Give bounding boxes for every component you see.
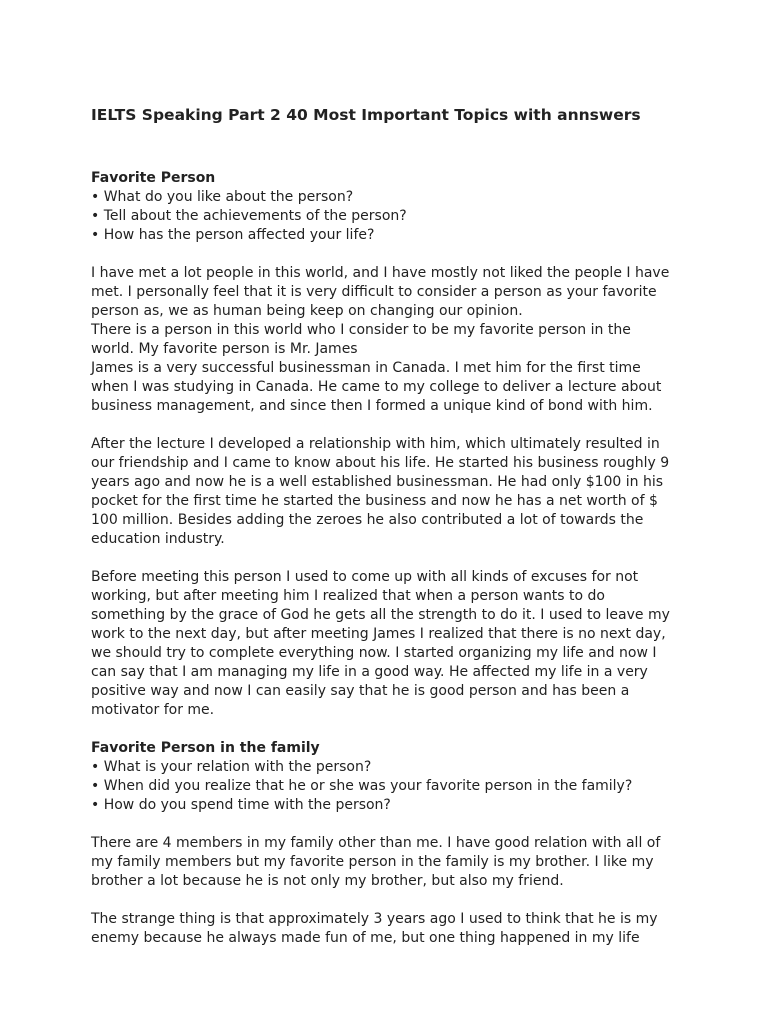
text-line: I have met a lot people in this world, and I have mostly not liked the people I have bbox=[91, 265, 670, 281]
section-heading: Favorite Person in the family bbox=[91, 740, 320, 756]
text-line: James is a very successful businessman in Canada. I met him for the first time bbox=[91, 360, 641, 376]
question-list bbox=[91, 188, 691, 245]
document-title: IELTS Speaking Part 2 40 Most Important Topics with annswers bbox=[91, 106, 641, 124]
question-list bbox=[91, 758, 691, 815]
text-line: working, but after meeting him I realized that when a person wants to do bbox=[91, 588, 606, 604]
question-item: • When did you realize that he or she was your favorite person in the family? bbox=[91, 778, 633, 794]
text-line: pocket for the first time he started the business and now he has a net worth of $ bbox=[91, 493, 658, 509]
text-line: we should try to complete everything now. I started organizing my life and now I bbox=[91, 645, 657, 661]
section-favorite-person bbox=[91, 169, 691, 720]
section-heading: Favorite Person bbox=[91, 170, 216, 186]
text-line: After the lecture I developed a relationship with him, which ultimately resulted in bbox=[91, 436, 660, 452]
text-line: can say that I am managing my life in a good way. He affected my life in a very bbox=[91, 664, 648, 680]
text-line: work to the next day, but after meeting James I realized that there is no next day, bbox=[91, 626, 666, 642]
text-line: There is a person in this world who I consider to be my favorite person in the bbox=[91, 322, 631, 338]
text-line: positive way and now I can easily say that he is good person and has been a bbox=[91, 683, 630, 699]
text-line: something by the grace of God he gets all the strength to do it. I used to leave my bbox=[91, 607, 670, 623]
text-line: my family members but my favorite person in the family is my brother. I like my bbox=[91, 854, 654, 870]
text-line: when I was studying in Canada. He came to my college to deliver a lecture about bbox=[91, 379, 662, 395]
text-line: enemy because he always made fun of me, but one thing happened in my life bbox=[91, 930, 640, 946]
text-line: brother a lot because he is not only my brother, but also my friend. bbox=[91, 873, 564, 889]
text-line: The strange thing is that approximately 3 years ago I used to think that he is my bbox=[91, 911, 658, 927]
document-page bbox=[91, 104, 691, 967]
text-line: There are 4 members in my family other than me. I have good relation with all of bbox=[91, 835, 661, 851]
text-line: world. My favorite person is Mr. James bbox=[91, 341, 358, 357]
section-favorite-person-family bbox=[91, 739, 691, 948]
text-line: Before meeting this person I used to come up with all kinds of excuses for not bbox=[91, 569, 639, 585]
text-line: met. I personally feel that it is very difficult to consider a person as your favorite bbox=[91, 284, 657, 300]
text-line: years ago and now he is a well established businessman. He had only $100 in his bbox=[91, 474, 664, 490]
text-line: business management, and since then I formed a unique kind of bond with him. bbox=[91, 398, 653, 414]
text-line: our friendship and I came to know about his life. He started his business roughly 9 bbox=[91, 455, 670, 471]
question-item: • What is your relation with the person? bbox=[91, 759, 372, 775]
text-line: motivator for me. bbox=[91, 702, 215, 718]
answer-paragraph bbox=[91, 910, 691, 948]
question-item: • Tell about the achievements of the person? bbox=[91, 208, 407, 224]
text-line: 100 million. Besides adding the zeroes he also contributed a lot of towards the bbox=[91, 512, 644, 528]
text-line: person as, we as human being keep on changing our opinion. bbox=[91, 303, 523, 319]
answer-paragraph bbox=[91, 568, 691, 720]
question-item: • What do you like about the person? bbox=[91, 189, 354, 205]
question-item: • How has the person affected your life? bbox=[91, 227, 375, 243]
answer-paragraph bbox=[91, 435, 691, 549]
answer-paragraph bbox=[91, 264, 691, 416]
text-line: education industry. bbox=[91, 531, 225, 547]
question-item: • How do you spend time with the person? bbox=[91, 797, 391, 813]
answer-paragraph bbox=[91, 834, 691, 891]
